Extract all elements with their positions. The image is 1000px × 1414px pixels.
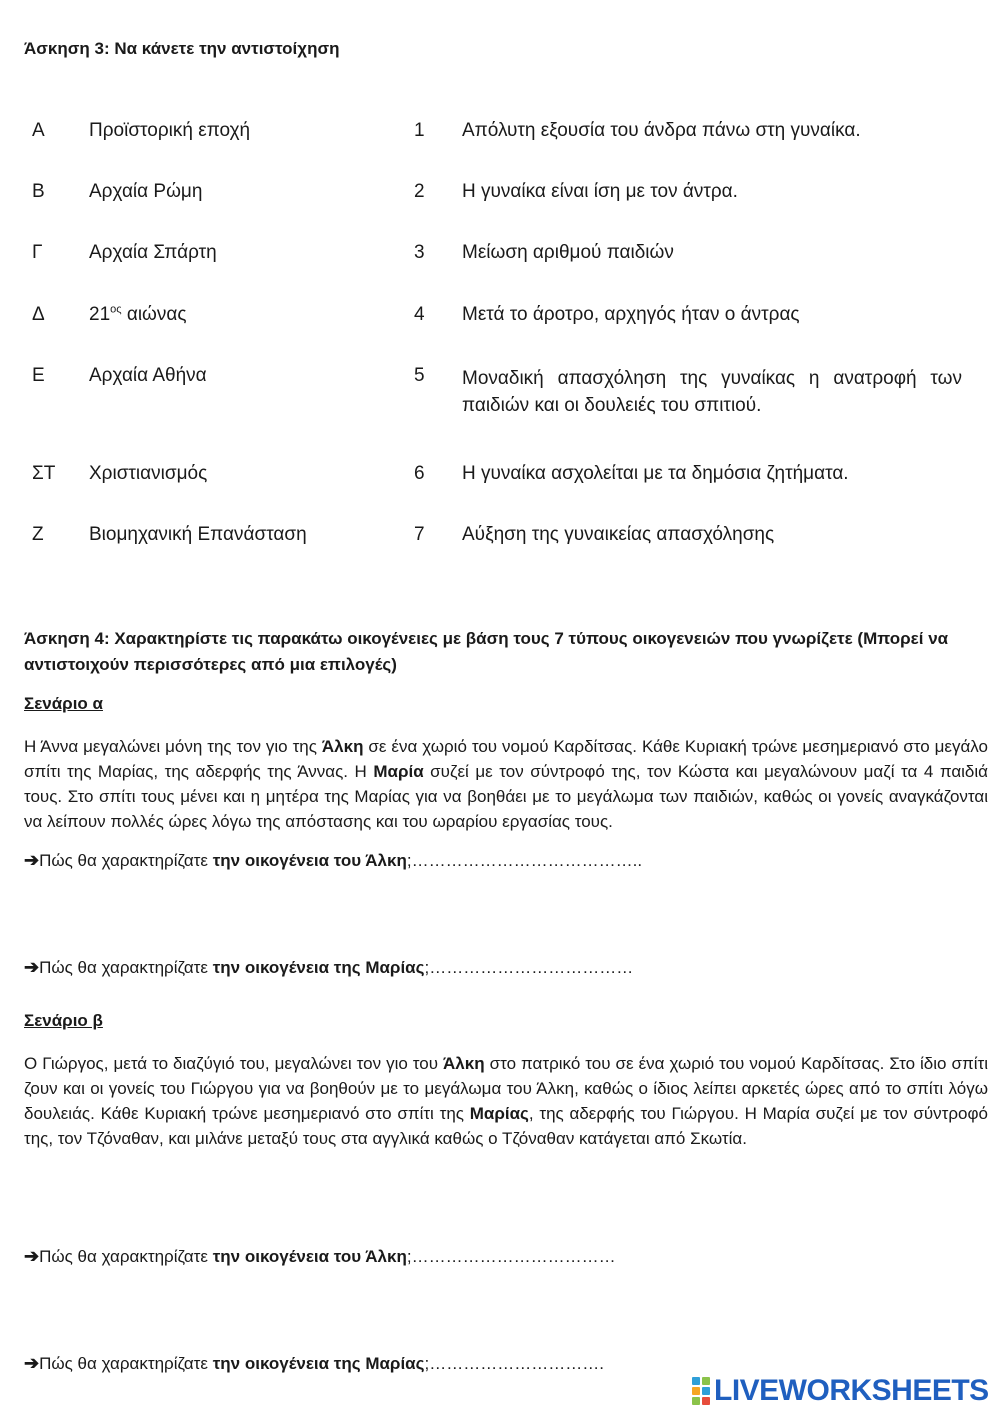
row-right-item: Μείωση αριθμού παιδιών [462,242,674,263]
row-right-item: Απόλυτη εξουσία του άνδρα πάνω στη γυναίκα. [462,120,861,141]
row-right-item: Μετά το άροτρο, αρχηγός ήταν ο άντρας [462,304,800,325]
arrow-right-icon: ➔ [24,1246,40,1266]
exercise-3-title: Άσκηση 3: Να κάνετε την αντιστοίχηση [24,39,340,58]
row-number: 7 [414,524,425,545]
row-left-item: Αρχαία Σπάρτη [89,242,217,263]
row-right-item: Αύξηση της γυναικείας απασχόλησης [462,524,775,545]
century-superscript: ος [110,303,122,316]
row-letter: Α [32,120,45,141]
exercise-4-title: Άσκηση 4: Χαρακτηρίστε τις παρακάτω οικογένειες με βάση τους 7 τύπους οικογενειών που γνωρίζετε (Μπορεί να αντιστοιχούν περισσότερες από μια επιλογές) [24,629,949,674]
answer-blank[interactable]: ;…………………………. [424,1354,604,1373]
row-letter: Δ [32,304,45,325]
row-letter: Ζ [32,524,44,545]
arrow-right-icon: ➔ [24,850,40,870]
century-word: αιώνας [121,304,187,325]
arrow-right-icon: ➔ [24,1353,40,1373]
century-number: 21 [89,304,111,325]
row-left-item: Βιομηχανική Επανάσταση [89,524,307,545]
row-number: 1 [414,120,425,141]
row-letter: Γ [32,242,43,263]
scenario-b-text: Ο Γιώργος, μετά το διαζύγιό του, μεγαλώνει τον γιο του Άλκη στο πατρικό του σε ένα χωριό του νομού Καρδίτσας. Στο ίδιο σπίτι ζουν και οι γονείς του Γιώργου για να βοηθούν με το μεγάλωμα του Άλκη, καθώς ο ίδιος λείπει αρκετές ώρες από το σπίτι λόγω δουλειάς. Κάθε Κυριακή τρώνε μεσημεριανό στο σπίτι της Μαρίας, της αδερφής του Γιώργου. Η Μαρία συζεί με τον σύντροφό της, τον Τζόναθαν, και μιλάνε μεταξύ τους στα αγγλικά καθώς ο Τζόναθαν κατάγεται από Σκωτία. [24,1054,988,1148]
arrow-right-icon: ➔ [24,957,40,977]
question-b1: ➔Πώς θα χαρακτηρίζατε την οικογένεια του Άλκη;……………………………… [24,1246,616,1266]
row-left-item: Αρχαία Ρώμη [89,181,203,202]
liveworksheets-logo [692,1372,989,1410]
scenario-a-label: Σενάριο α [24,694,103,713]
row-number: 3 [414,242,425,263]
row-right-item: Η γυναίκα είναι ίση με τον άντρα. [462,181,738,202]
question-b2: ➔Πώς θα χαρακτηρίζατε την οικογένεια της Μαρίας;…………………………. [24,1353,604,1373]
row-number: 6 [414,463,425,484]
row-number: 4 [414,304,425,325]
row-right-item: Η γυναίκα ασχολείται με τα δημόσια ζητήματα. [462,463,849,484]
row-left-item [89,304,187,326]
row-number: 2 [414,181,425,202]
row-number: 5 [414,365,425,386]
row-letter: ΣΤ [32,463,56,484]
row-letter: Β [32,181,45,202]
question-a1: ➔Πώς θα χαρακτηρίζατε την οικογένεια του Άλκη;………………………………….. [24,850,643,870]
answer-blank[interactable]: ;………………………………….. [406,851,643,870]
liveworksheets-mark-icon [692,1377,710,1405]
row-left-item: Προϊστορική εποχή [89,120,251,141]
logo-text: LIVEWORKSHEETS [714,1374,989,1407]
row-left-item: Χριστιανισμός [89,463,208,484]
question-a2: ➔Πώς θα χαρακτηρίζατε την οικογένεια της Μαρίας;……………………………… [24,957,634,977]
answer-blank[interactable]: ;……………………………… [424,958,634,977]
answer-blank[interactable]: ;……………………………… [406,1247,616,1266]
scenario-a-text: Η Άννα μεγαλώνει μόνη της τον γιο της Άλκη σε ένα χωριό του νομού Καρδίτσας. Κάθε Κυριακή τρώνε μεσημεριανό στο μεγάλο σπίτι της Μαρίας, της αδερφής της Άννας. Η Μαρία συζεί με τον σύντροφό της, τον Κώστα και μεγαλώνουν μαζί τα 4 παιδιά τους. Στο σπίτι τους μένει και η μητέρα της Μαρίας για να βοηθάει με το μεγάλωμα των παιδιών, καθώς οι γονείς αναγκάζονται να λείπουν πολλές ώρες λόγω της απόστασης και του ωραρίου εργασίας τους. [24,737,988,831]
scenario-b-label: Σενάριο β [24,1011,103,1030]
row-letter: Ε [32,365,45,386]
row-left-item: Αρχαία Αθήνα [89,365,207,386]
row-right-item: Μοναδική απασχόληση της γυναίκας η ανατροφή των παιδιών και οι δουλειές του σπιτιού. [462,368,962,416]
